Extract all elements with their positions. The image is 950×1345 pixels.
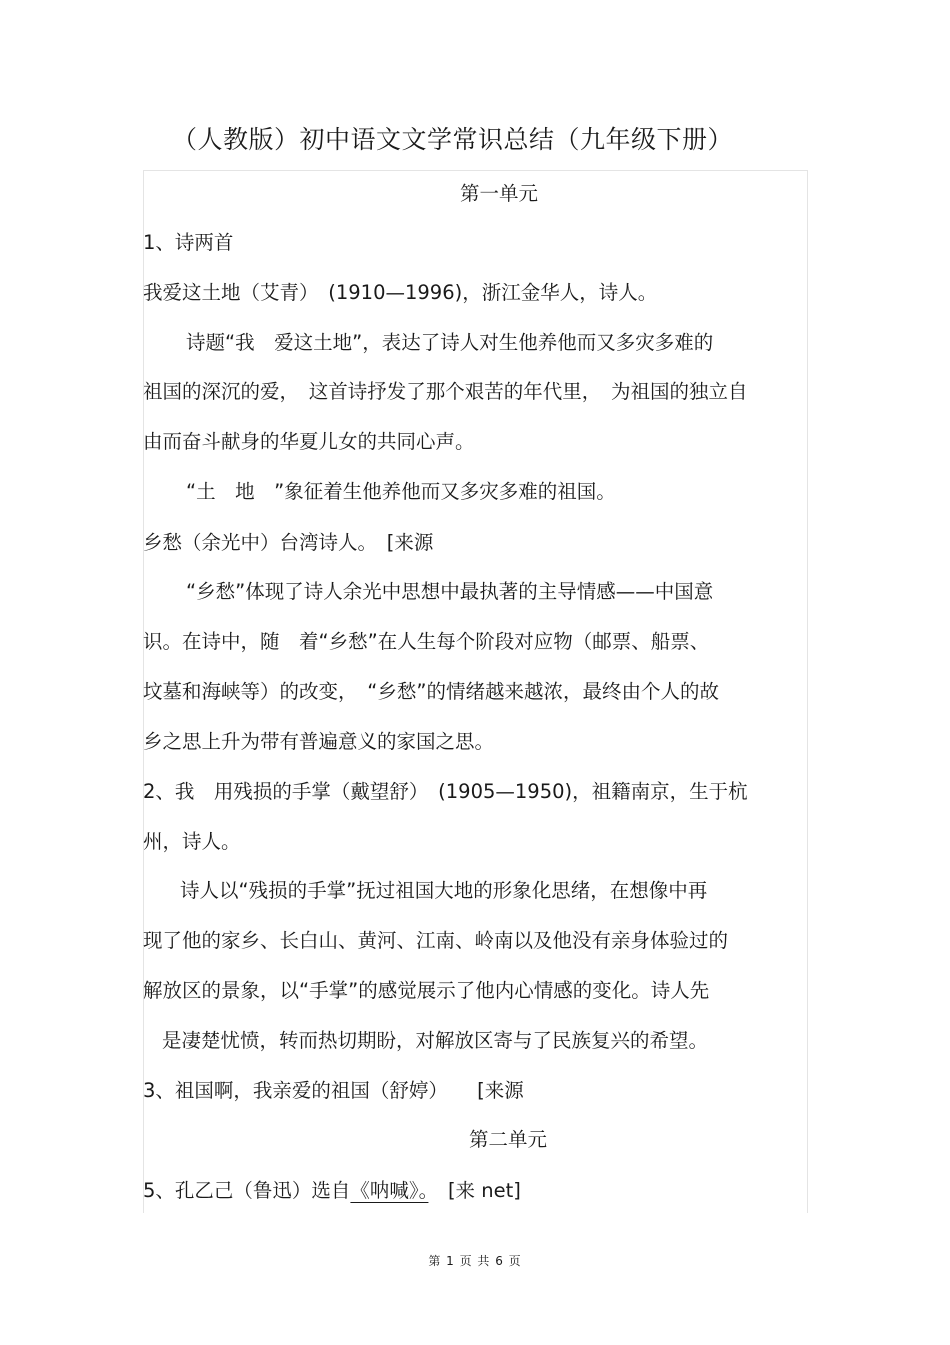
text-line: 乡之思上升为带有普遍意义的家国之思。 <box>143 730 495 753</box>
text-line: 州，诗人。 <box>143 830 241 853</box>
text-line: 识。在诗中，随 着“乡愁”在人生每个阶段对应物（邮票、船票、 <box>143 630 710 653</box>
text-line: “乡愁”体现了诗人余光中思想中最执著的主导情感——中国意 <box>186 580 714 603</box>
item5-book-title: 《呐喊》。 <box>350 1179 429 1202</box>
poem1-author-line: 我爱这土地（艾青） (1910—1996)，浙江金华人，诗人。 <box>143 281 658 304</box>
text-line: 解放区的景象，以“手掌”的感觉展示了他内心情感的变化。诗人先 <box>143 979 710 1002</box>
item5-line <box>143 1179 521 1203</box>
page-title: （人教版）初中语文文学常识总结（九年级下册） <box>171 125 733 154</box>
text-line: 坟墓和海峡等）的改变， “乡愁”的情绪越来越浓，最终由个人的故 <box>143 680 719 703</box>
text-line: 由而奋斗献身的华夏儿女的共同心声。 <box>143 430 475 453</box>
text-line: 诗题“我 爱这土地”，表达了诗人对生他养他而又多灾多难的 <box>186 331 714 354</box>
text-line: 诗人以“残损的手掌”抚过祖国大地的形象化思绪，在想像中再 <box>180 879 708 902</box>
item5-prefix: 5、孔乙己（鲁迅）选自 <box>143 1179 351 1202</box>
unit1-heading: 第一单元 <box>459 182 538 205</box>
item2-heading: 2、我 用残损的手掌（戴望舒） (1905—1950)，祖籍南京，生于杭 <box>143 780 748 803</box>
item5-suffix: [来 net] <box>428 1179 521 1202</box>
text-line: “土 地 ”象征着生他养他而又多灾多难的祖国。 <box>186 480 616 503</box>
unit2-heading: 第二单元 <box>468 1128 547 1151</box>
text-line: 祖国的深沉的爱， 这首诗抒发了那个艰苦的年代里， 为祖国的独立自 <box>143 380 748 403</box>
item1-heading: 1、诗两首 <box>143 231 234 254</box>
text-line: 是凄楚忧愤，转而热切期盼，对解放区寄与了民族复兴的希望。 <box>162 1029 709 1052</box>
page-footer: 第 1 页 共 6 页 <box>428 1254 522 1268</box>
poem2-author-line: 乡愁（余光中）台湾诗人。 [来源 <box>143 531 434 554</box>
item3-heading: 3、祖国啊，我亲爱的祖国（舒婷） [来源 <box>143 1079 524 1102</box>
text-line: 现了他的家乡、长白山、黄河、江南、岭南以及他没有亲身体验过的 <box>143 929 729 952</box>
